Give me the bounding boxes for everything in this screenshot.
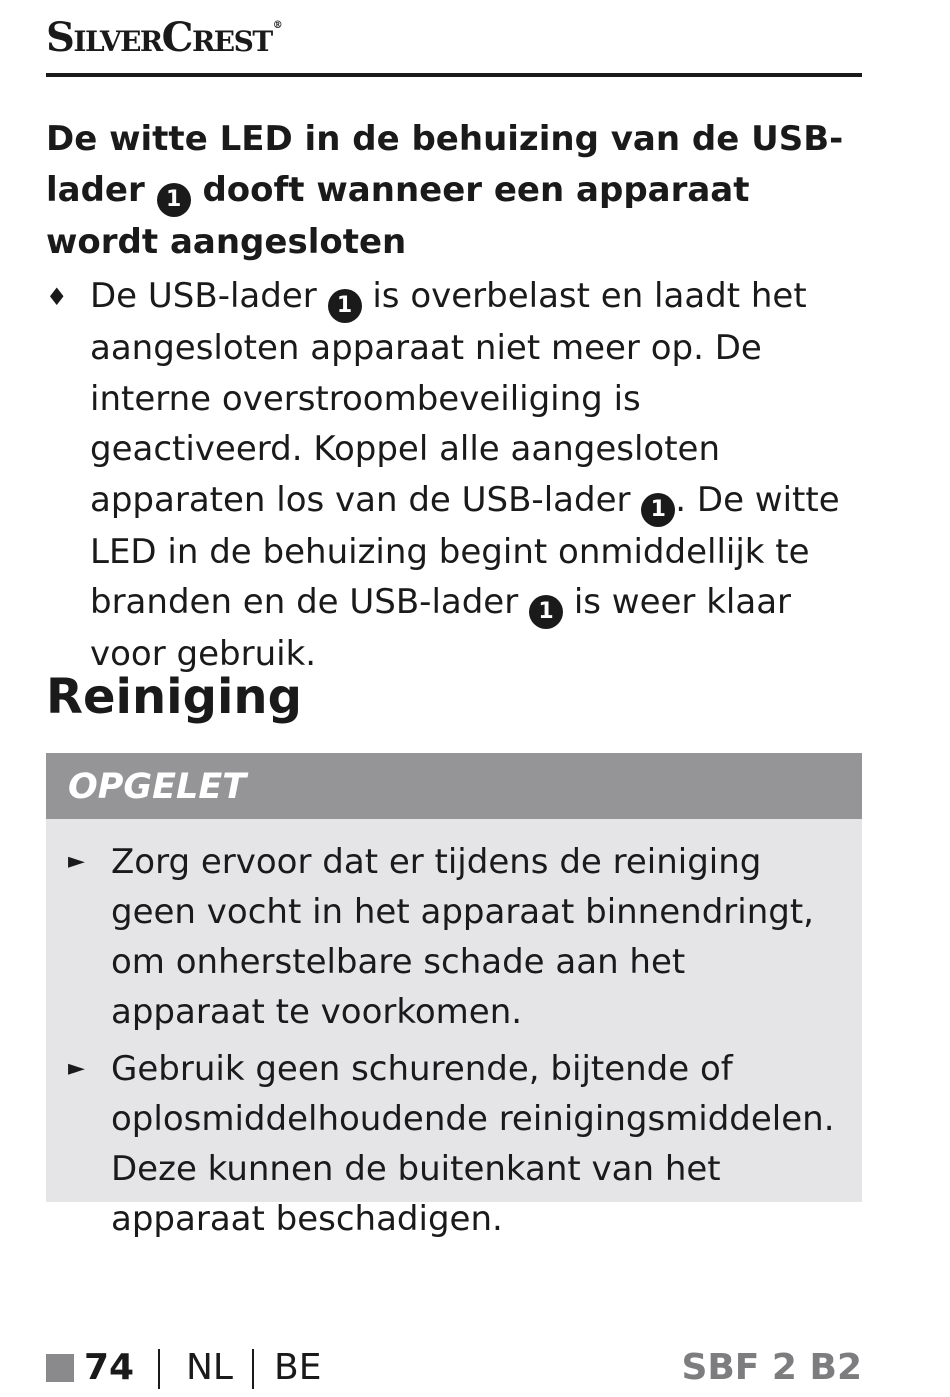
ref-number-badge: 1: [328, 289, 362, 323]
language-code: NL: [186, 1347, 233, 1388]
caution-item-text: Gebruik geen schurende, bijtende of oplosmiddelhoudende reinigingsmiddelen. Deze kunnen de buitenkant van het apparaat beschadigen.: [111, 1049, 835, 1239]
arrow-bullet-icon: ►: [68, 849, 85, 874]
page-number: 74: [84, 1347, 135, 1388]
ref-number-badge: 1: [157, 183, 191, 217]
caution-item: [46, 837, 862, 1037]
caution-label: OPGELET: [68, 767, 247, 807]
model-number: SBF 2 B2: [681, 1347, 862, 1388]
bullet-text-3: . De witte LED in de behuizing begint onmiddellijk te branden en de USB-lader: [90, 479, 840, 622]
diamond-bullet-icon: ♦: [46, 283, 68, 311]
bullet-text-1: De USB-lader: [90, 276, 328, 316]
section-title: Reiniging: [46, 669, 302, 725]
registered-mark: ®: [272, 20, 282, 31]
caution-item: [46, 1044, 862, 1244]
bullet-text-4: is weer klaar voor gebruik.: [90, 582, 792, 674]
troubleshooting-heading: [46, 114, 862, 268]
footer-divider: [252, 1349, 254, 1389]
manual-page: [46, 0, 862, 1397]
footer-square-marker: [46, 1354, 74, 1382]
brand-name: SilverCrest: [46, 14, 272, 61]
country-code: BE: [274, 1347, 322, 1388]
footer-divider: [158, 1349, 160, 1389]
ref-number-badge: 1: [529, 595, 563, 629]
heading-text-1: De witte LED in de behuizing van de USB-lader: [46, 119, 844, 210]
caution-box: [46, 753, 862, 1239]
brand-logo: [46, 14, 281, 61]
header-rule: [46, 73, 862, 77]
caution-list: [46, 837, 862, 1244]
page-footer: [46, 1343, 862, 1395]
arrow-bullet-icon: ►: [68, 1056, 85, 1081]
troubleshooting-bullet: [46, 271, 862, 680]
caution-item-text: Zorg ervoor dat er tijdens de reiniging geen vocht in het apparaat binnendringt, om onherstelbare schade aan het apparaat te voorkomen.: [111, 842, 814, 1032]
ref-number-badge: 1: [641, 493, 675, 527]
heading-text-2: dooft wanneer een apparaat wordt aangesloten: [46, 170, 750, 262]
bullet-text-2: is overbelast en laadt het aangesloten apparaat niet meer op. De interne overstroombeveiliging is geactiveerd. Koppel alle aangesloten apparaten los van de USB-lader: [90, 276, 807, 520]
bullet-text: [90, 271, 862, 680]
